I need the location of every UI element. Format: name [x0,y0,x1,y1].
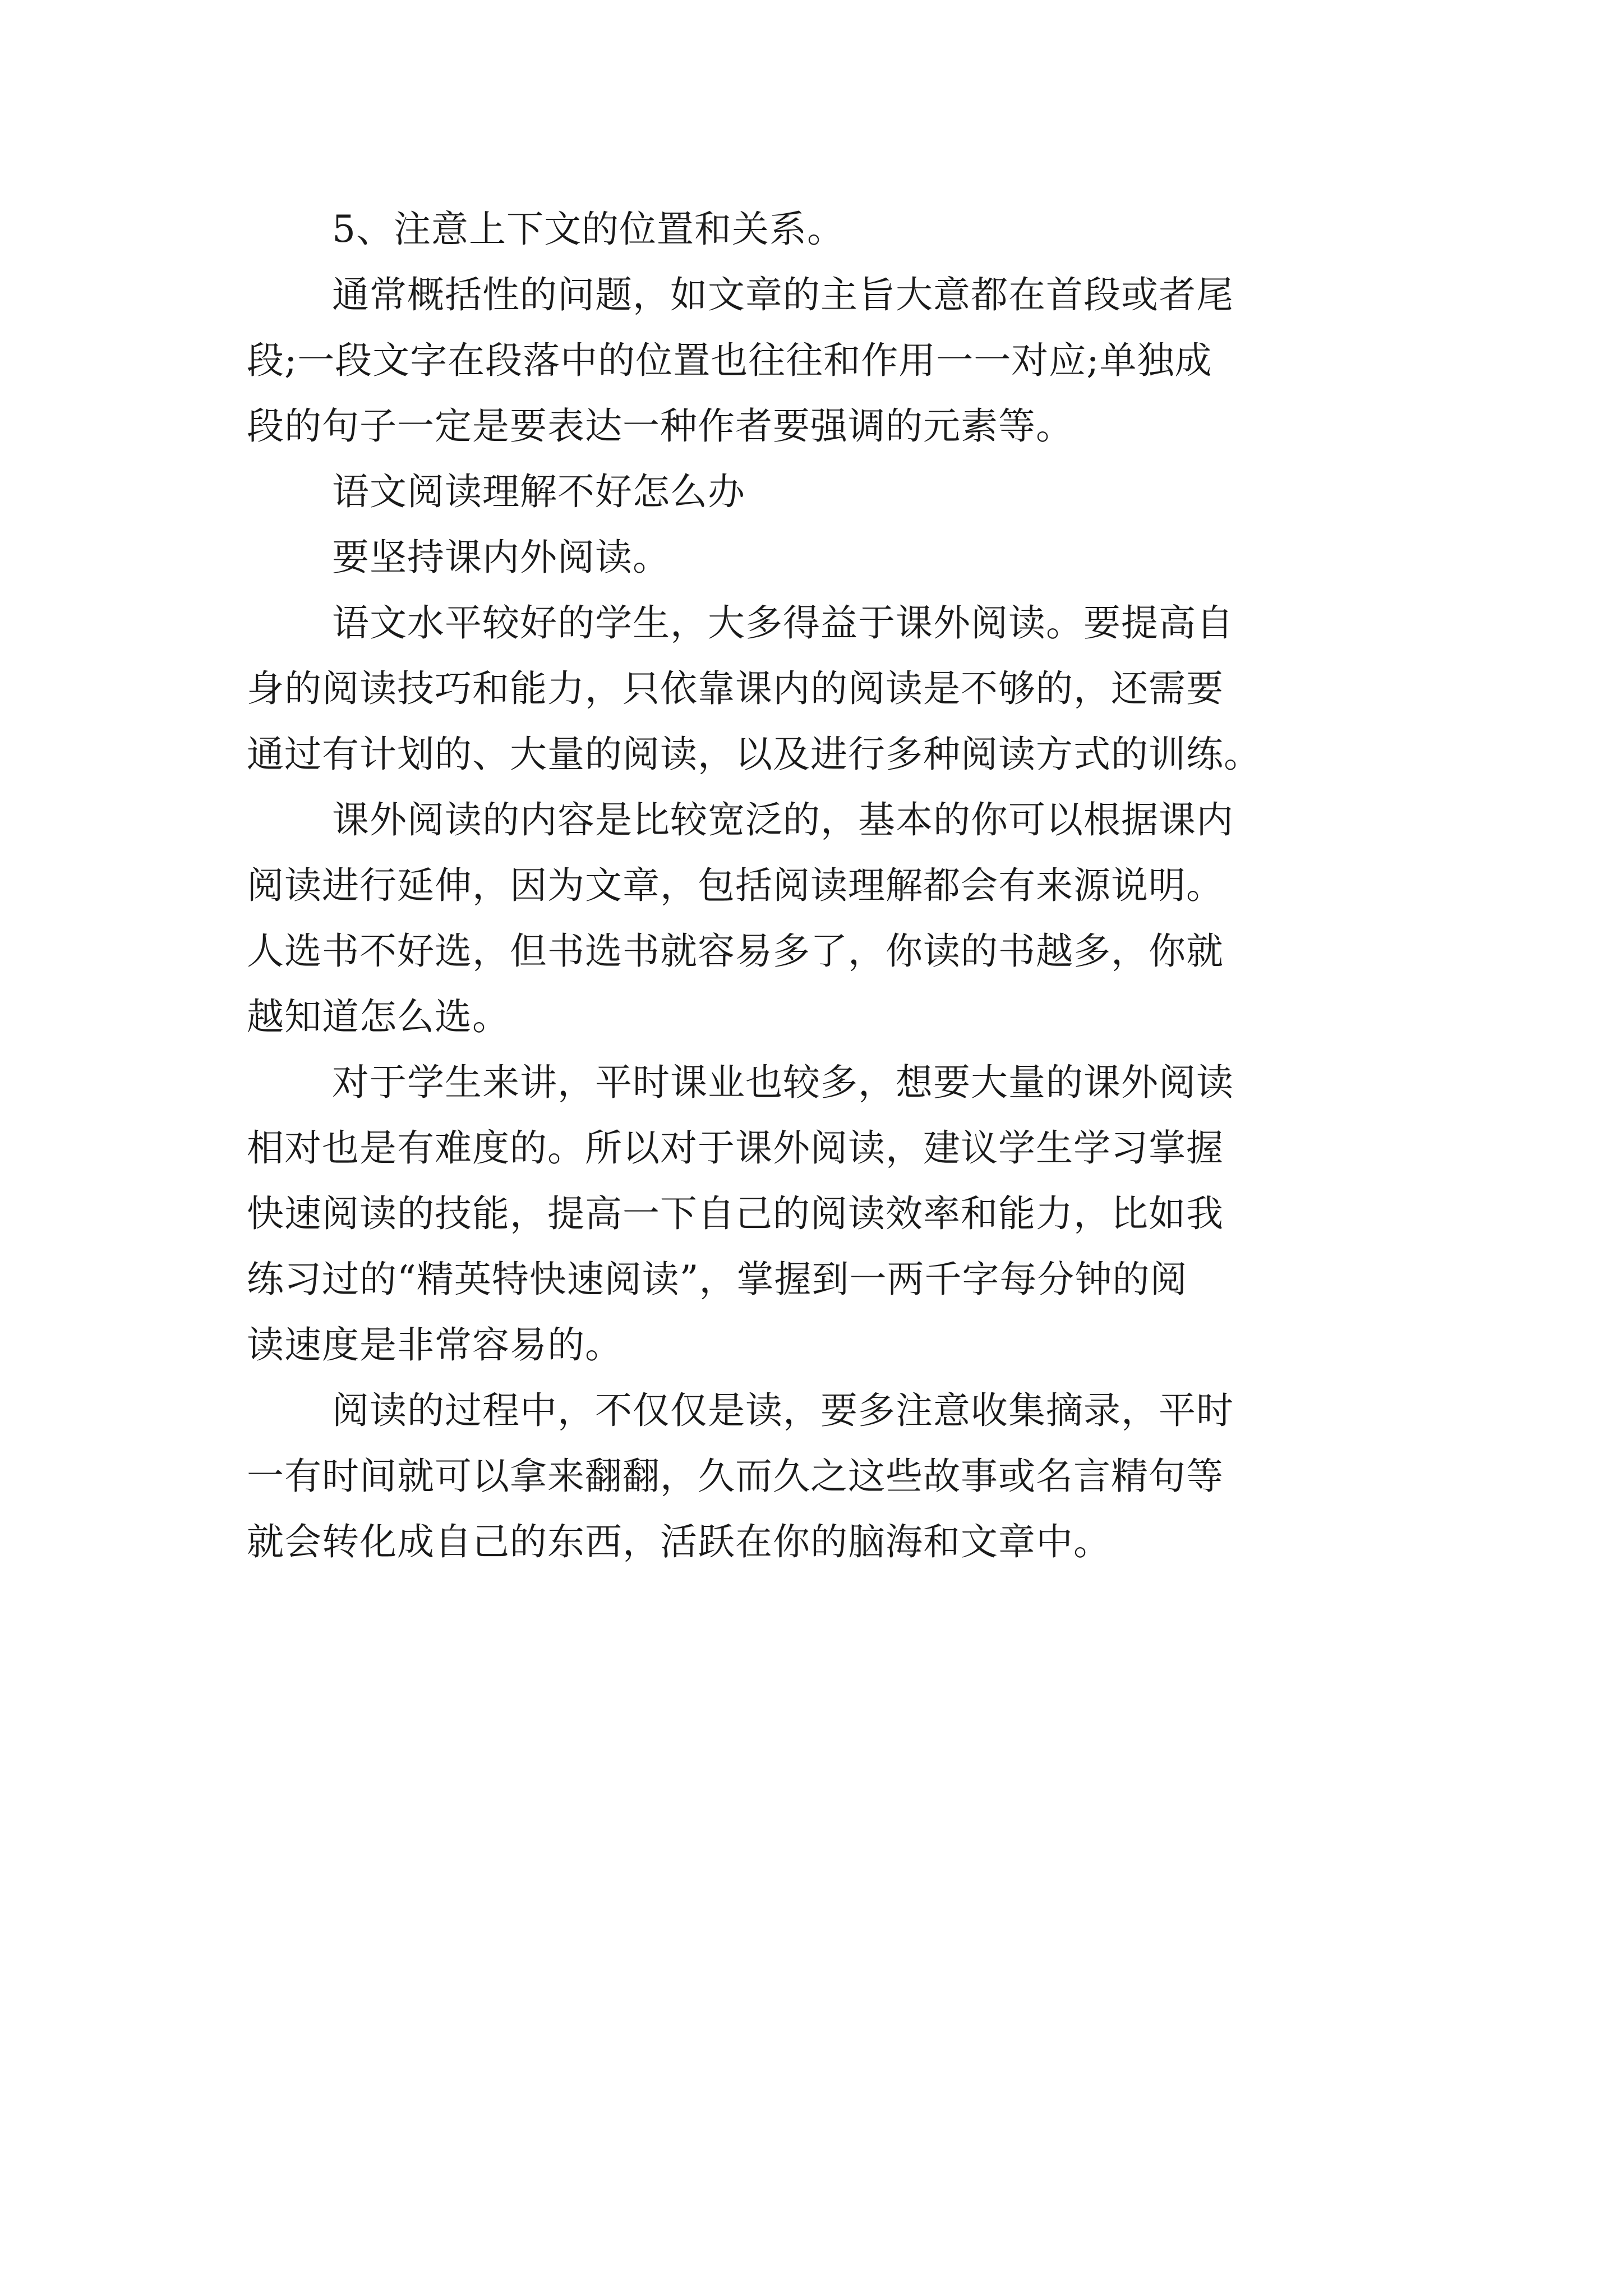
text-line: 课外阅读的内容是比较宽泛的，基本的你可以根据课内 [332,798,1234,841]
text-line: 阅读进行延伸，因为文章，包括阅读理解都会有来源说明。 [247,864,1224,907]
text-line: 快速阅读的技能，提高一下自己的阅读效率和能力，比如我 [247,1192,1224,1235]
text-line: 阅读的过程中，不仅仅是读，要多注意收集摘录，平时 [332,1389,1234,1432]
text-line: 一有时间就可以拿来翻翻，久而久之这些故事或名言精句等 [247,1455,1224,1498]
text-line: 就会转化成自己的东西，活跃在你的脑海和文章中。 [247,1520,1111,1563]
text-line: 通常概括性的问题，如文章的主旨大意都在首段或者尾 [332,273,1234,316]
text-line: 段的句子一定是要表达一种作者要强调的元素等。 [247,404,1073,448]
text-line: 身的阅读技巧和能力，只依靠课内的阅读是不够的，还需要 [247,667,1224,710]
body-text [247,196,1391,1575]
text-line: 通过有计划的、大量的阅读，以及进行多种阅读方式的训练。 [247,733,1261,776]
text-line: 要坚持课内外阅读。 [332,536,670,579]
text-line: 相对也是有难度的。所以对于课外阅读，建议学生学习掌握 [247,1126,1224,1170]
text-line: 对于学生来讲，平时课业也较多，想要大量的课外阅读 [332,1061,1234,1104]
section-heading: 语文阅读理解不好怎么办 [332,470,745,513]
text-line: 读速度是非常容易的。 [247,1323,623,1366]
text-line: 人选书不好选，但书选书就容易多了，你读的书越多，你就 [247,930,1224,973]
text-line: 段;一段文字在段落中的位置也往往和作用一一对应;单独成 [247,339,1212,382]
text-line: 5、注意上下文的位置和关系。 [332,208,845,251]
text-line: 语文水平较好的学生，大多得益于课外阅读。要提高自 [332,601,1234,645]
text-line: 越知道怎么选。 [247,995,510,1038]
text-line: 练习过的“精英特快速阅读”，掌握到一两千字每分钟的阅 [247,1258,1188,1301]
